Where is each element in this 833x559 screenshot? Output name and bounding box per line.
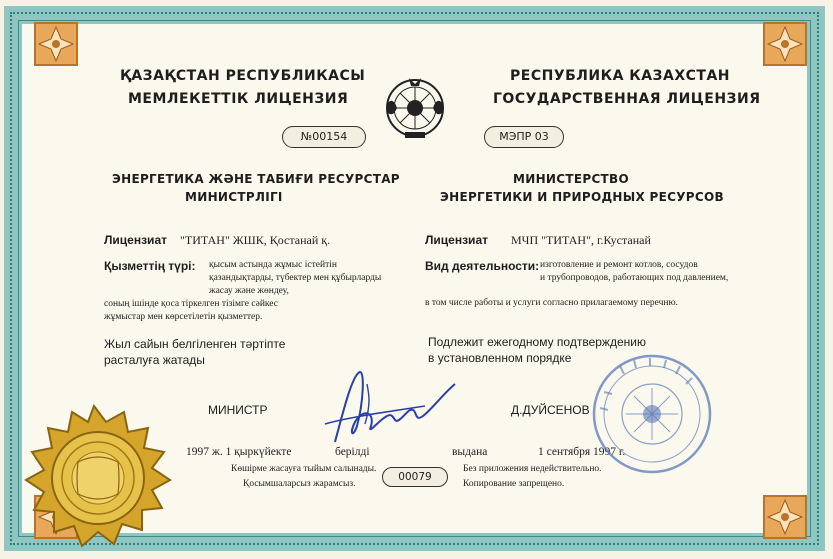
licensee-ru-value: МЧП "ТИТАН", г.Кустанай	[511, 233, 651, 247]
signature-icon	[305, 364, 465, 454]
licensee-kz-label: Лицензиат	[104, 233, 167, 247]
gold-seal-icon	[8, 402, 180, 552]
activity-ru-line3: в том числе работы и услуги согласно прилагаемому перечню.	[425, 298, 678, 308]
corner-ornament-icon	[763, 495, 807, 539]
activity-kz-line2: қазандықтарды, түбектер мен құбырларды	[209, 273, 382, 283]
header-ru-country: РЕСПУБЛИКА КАЗАХСТАН	[510, 68, 731, 84]
official-stamp-icon	[590, 352, 714, 476]
issue-ru-note2: Копирование запрещено.	[463, 479, 565, 489]
confirm-kz-line1: Жыл сайын белгіленген тәртіпте	[104, 337, 286, 351]
issue-ru-date: 1 сентября 1997 г.	[538, 446, 626, 458]
ministry-kz-line1: ЭНЕРГЕТИКА ЖӘНЕ ТАБИҒИ РЕСУРСТАР	[112, 172, 400, 186]
issue-kz-note1: Көшірме жасауға тыйым салынады.	[231, 464, 377, 474]
activity-ru-line2: и трубопроводов, работающих под давлением,	[540, 273, 729, 283]
activity-kz-line1: қысым астында жұмыс істейтін	[209, 260, 337, 270]
signatory-name: Д.ДУЙСЕНОВ	[511, 403, 590, 417]
ministry-kz-line2: МИНИСТРЛІГІ	[185, 190, 283, 204]
header-kz-title: МЕМЛЕКЕТТІК ЛИЦЕНЗИЯ	[128, 91, 349, 107]
issue-ru-issued: выдана	[452, 446, 488, 458]
confirm-ru-line2: в установленном порядке	[428, 351, 572, 365]
corner-ornament-icon	[763, 22, 807, 66]
licensee-kz-value: "ТИТАН" ЖШК, Қостанай қ.	[180, 233, 331, 247]
issue-kz-date: 1997 ж. 1 қыркүйекте	[186, 446, 292, 458]
license-number-badge: №00154	[282, 126, 366, 148]
header-kz-country: ҚАЗАҚСТАН РЕСПУБЛИКАСЫ	[120, 68, 366, 84]
licensee-ru-label: Лицензиат	[425, 233, 488, 247]
corner-ornament-icon	[34, 22, 78, 66]
issue-ru-note1: Без приложения недействительно.	[463, 464, 602, 474]
license-code-badge: МЭПР 03	[484, 126, 564, 148]
activity-kz-label: Қызметтің түрі:	[104, 259, 196, 273]
state-emblem-icon	[383, 74, 447, 140]
header-ru-title: ГОСУДАРСТВЕННАЯ ЛИЦЕНЗИЯ	[493, 91, 761, 107]
confirm-kz-line2: расталуға жатады	[104, 353, 205, 367]
activity-kz-line3: жасау және жөндеу,	[209, 286, 289, 296]
serial-number-badge: 00079	[382, 467, 448, 487]
ministry-ru-line2: ЭНЕРГЕТИКИ И ПРИРОДНЫХ РЕСУРСОВ	[440, 190, 724, 204]
activity-ru-label: Вид деятельности:	[425, 259, 540, 273]
activity-ru-line1: изготовление и ремонт котлов, сосудов	[540, 260, 698, 270]
ministry-ru-line1: МИНИСТЕРСТВО	[513, 172, 629, 186]
activity-kz-line4: соның ішінде қоса тіркелген тізімге сәйкес	[104, 299, 278, 309]
issue-kz-note2: Қосымшаларсыз жарамсыз.	[243, 479, 356, 489]
issue-kz-issued: берілді	[335, 446, 370, 458]
signatory-title: МИНИСТР	[208, 403, 268, 417]
confirm-ru-line1: Подлежит ежегодному подтверждению	[428, 335, 646, 349]
activity-kz-line5: жұмыстар мен көрсетілетін қызметтер.	[104, 312, 263, 322]
